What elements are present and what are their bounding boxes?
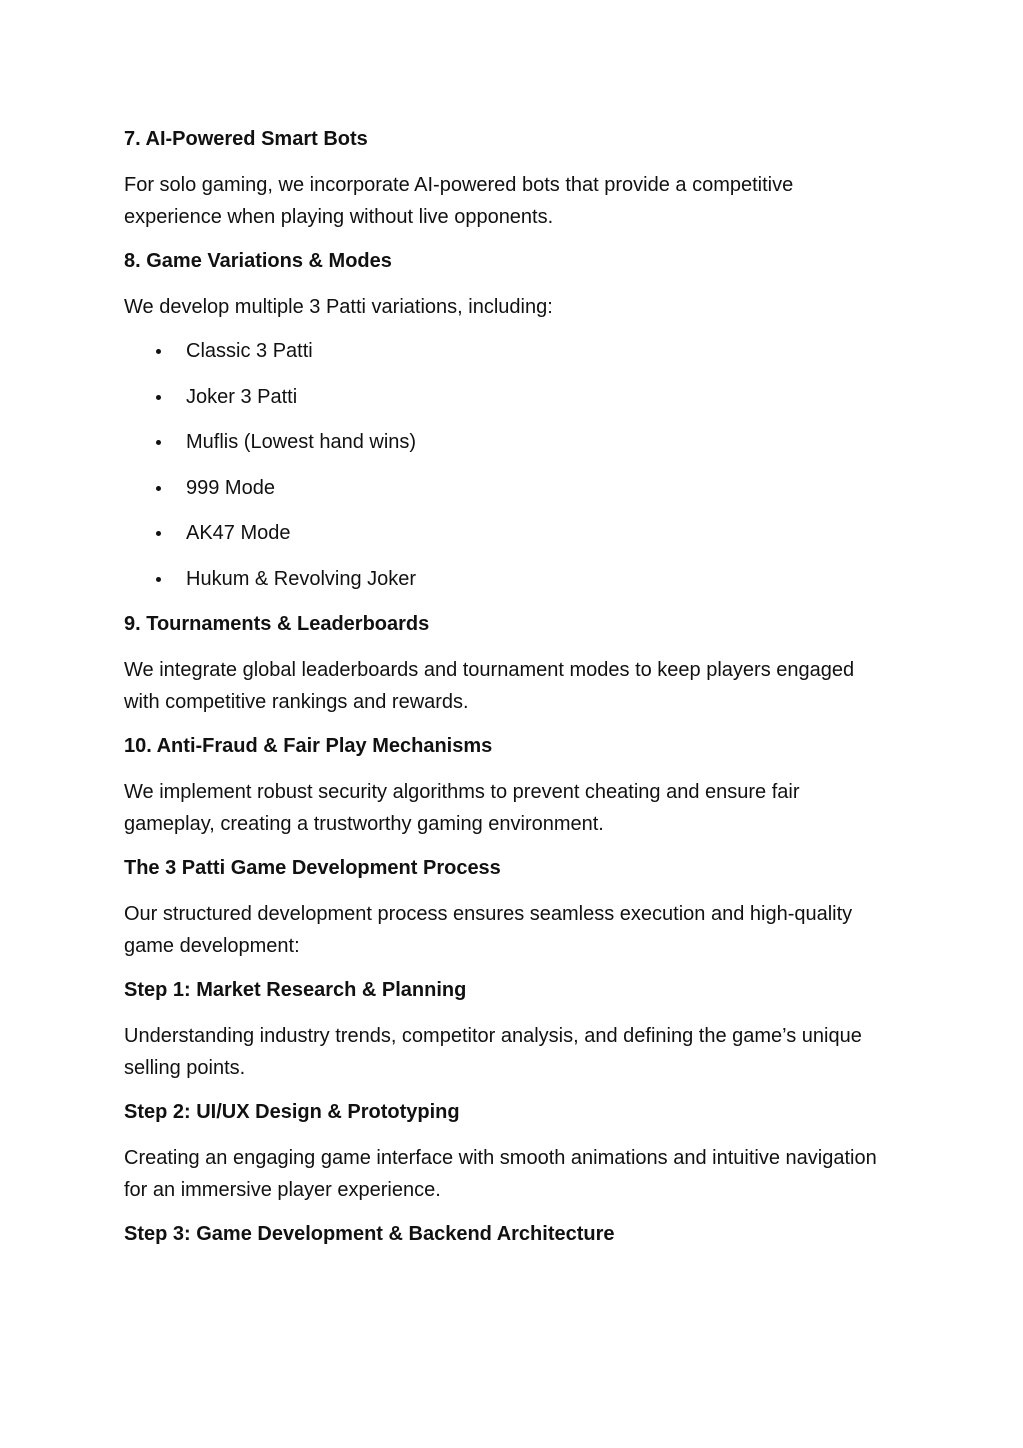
paragraph-development-process: Our structured development process ensures seamless execution and high-quality game development: xyxy=(124,903,853,957)
bullet-icon xyxy=(156,395,161,400)
list-item-text: Joker 3 Patti xyxy=(186,385,298,408)
paragraph-tournaments: We integrate global leaderboards and tournament modes to keep players engaged with competitive rankings and rewards. xyxy=(124,659,855,713)
section-heading-game-variations: 8. Game Variations & Modes xyxy=(124,250,392,272)
step-3-heading: Step 3: Game Development & Backend Architecture xyxy=(124,1223,615,1245)
section-heading-tournaments: 9. Tournaments & Leaderboards xyxy=(124,613,430,635)
list-item-text: Hukum & Revolving Joker xyxy=(186,567,417,590)
bullet-icon xyxy=(156,531,161,536)
list-item-text: AK47 Mode xyxy=(186,522,291,544)
list-item xyxy=(124,382,894,412)
section-heading-ai-bots: 7. AI-Powered Smart Bots xyxy=(124,128,368,150)
list-item-text: Classic 3 Patti xyxy=(186,340,313,362)
list-item xyxy=(124,518,894,548)
list-item xyxy=(124,564,894,594)
document-page xyxy=(124,124,894,1264)
paragraph-game-variations: We develop multiple 3 Patti variations, including: xyxy=(124,296,553,318)
list-item xyxy=(124,336,894,366)
list-item xyxy=(124,427,894,457)
step-1-heading: Step 1: Market Research & Planning xyxy=(124,979,467,1001)
paragraph-ai-bots: For solo gaming, we incorporate AI-powered bots that provide a competitive experience when playing without live opponents. xyxy=(124,174,794,228)
section-heading-development-process: The 3 Patti Game Development Process xyxy=(124,857,501,879)
paragraph-anti-fraud: We implement robust security algorithms to prevent cheating and ensure fair gameplay, creating a trustworthy gaming environment. xyxy=(124,781,800,835)
step-1-paragraph: Understanding industry trends, competitor analysis, and defining the game’s unique selling points. xyxy=(124,1025,862,1079)
bullet-icon xyxy=(156,577,161,582)
bullet-icon xyxy=(156,440,161,445)
list-item-text: Muflis (Lowest hand wins) xyxy=(186,431,417,453)
bullet-icon xyxy=(156,486,161,491)
step-2-paragraph: Creating an engaging game interface with smooth animations and intuitive navigation for an immersive player experience. xyxy=(124,1147,877,1201)
bullet-icon xyxy=(156,349,161,354)
variations-list xyxy=(124,336,894,594)
list-item xyxy=(124,473,894,503)
section-heading-anti-fraud: 10. Anti-Fraud & Fair Play Mechanisms xyxy=(124,735,493,757)
list-item-text: 999 Mode xyxy=(186,476,275,499)
step-2-heading: Step 2: UI/UX Design & Prototyping xyxy=(124,1101,460,1123)
